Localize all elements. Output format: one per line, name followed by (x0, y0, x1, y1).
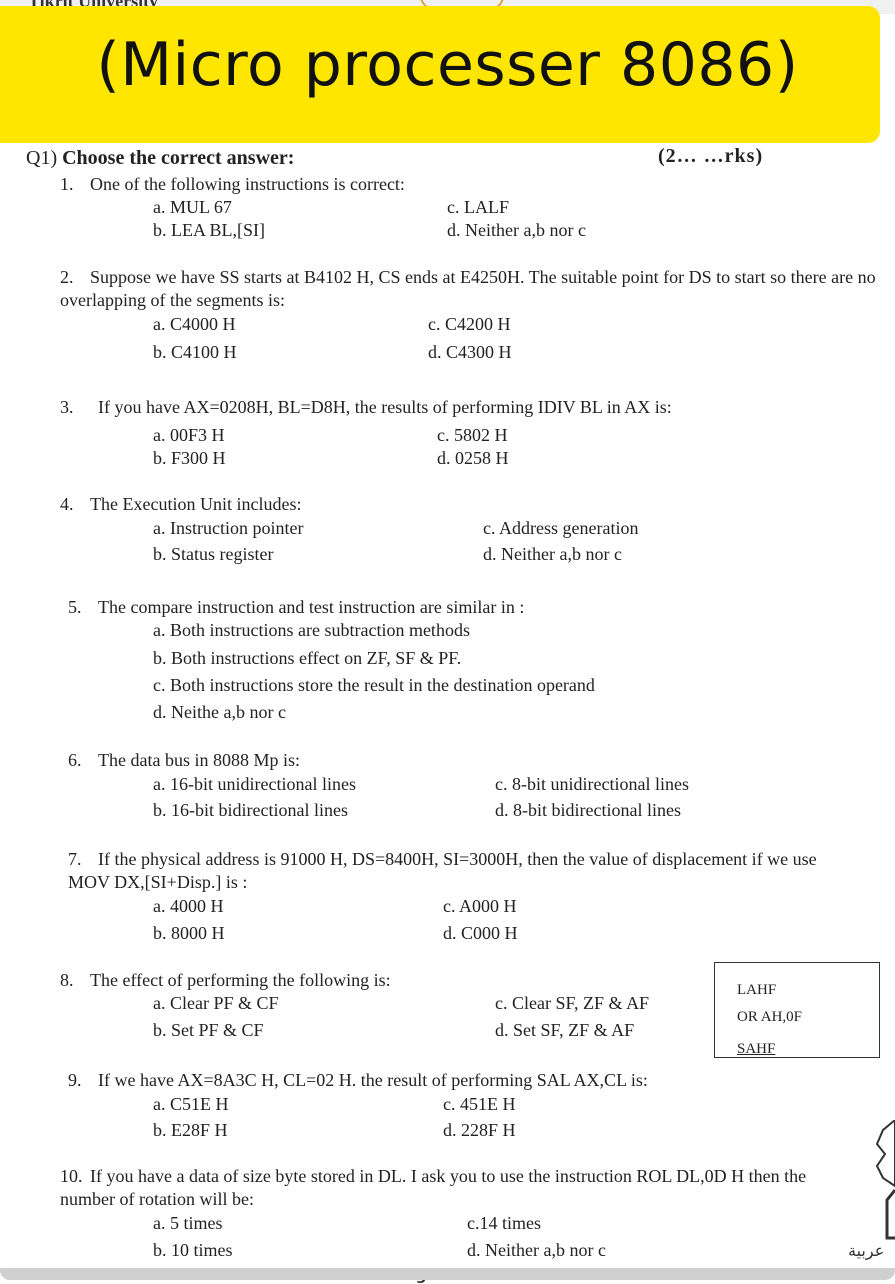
question-4: 4. The Execution Unit includes: (60, 494, 302, 514)
question-5-option-a: a. Both instructions are subtraction methods (153, 620, 470, 640)
question-8-option-b: b. Set PF & CF (153, 1020, 264, 1040)
question-2-option-a: a. C4000 H (153, 314, 236, 334)
question-7-option-c: c. A000 H (443, 896, 517, 916)
section-heading (26, 147, 294, 170)
question-3-option-a: a. 00F3 H (153, 425, 225, 445)
question-7-option-b: b. 8000 H (153, 923, 225, 943)
question-4-option-c: c. Address generation (483, 518, 639, 538)
question-3-option-d: d. 0258 H (437, 448, 509, 468)
side-arabic-text: عربية (848, 1241, 885, 1260)
question-1: 1. One of the following instructions is correct: (60, 174, 405, 194)
question-6-option-c: c. 8-bit unidirectional lines (495, 774, 689, 794)
question-7-option-d: d. C000 H (443, 923, 518, 943)
question-10-option-a: a. 5 times (153, 1213, 223, 1233)
question-2-option-b: b. C4100 H (153, 342, 237, 362)
code-line-3: SAHF (737, 1041, 776, 1057)
question-7-option-a: a. 4000 H (153, 896, 224, 916)
question-10-option-d: d. Neither a,b nor c (467, 1240, 606, 1260)
question-6-option-a: a. 16-bit unidirectional lines (153, 774, 356, 794)
exam-page (0, 143, 895, 1280)
question-6-option-d: d. 8-bit bidirectional lines (495, 800, 681, 820)
question-10-option-c: c.14 times (467, 1213, 541, 1233)
question-9-option-d: d. 228F H (443, 1120, 516, 1140)
section-title: Choose the correct answer: (62, 147, 295, 169)
question-4-option-a: a. Instruction pointer (153, 518, 304, 538)
question-2-option-c: c. C4200 H (428, 314, 511, 334)
question-2-option-d: d. C4300 H (428, 342, 512, 362)
question-5: 5. The compare instruction and test instruction are similar in : (68, 597, 525, 617)
question-2: 2. Suppose we have SS starts at B4102 H, CS ends at E4250H. The suitable point for DS to start so there are no overlapping of the segments is: (60, 267, 876, 310)
question-8-option-c: c. Clear SF, ZF & AF (495, 993, 650, 1013)
border-ornament-icon (873, 1120, 895, 1240)
question-10: 10. If you have a data of size byte stored in DL. I ask you to use the instruction ROL DL,0D H then the number of rotation will be: (60, 1166, 807, 1209)
question-3-option-c: c. 5802 H (437, 425, 508, 445)
question-5-option-d: d. Neithe a,b nor c (153, 702, 286, 722)
question-8-option-d: d. Set SF, ZF & AF (495, 1020, 635, 1040)
question-1-option-a: a. MUL 67 (153, 197, 232, 217)
question-8-option-a: a. Clear PF & CF (153, 993, 279, 1013)
question-4-option-b: b. Status register (153, 544, 274, 564)
question-3: 3. If you have AX=0208H, BL=D8H, the results of performing IDIV BL in AX is: (60, 397, 672, 417)
bottom-bar (0, 1268, 895, 1280)
question-9-option-a: a. C51E H (153, 1094, 229, 1114)
question-1-option-c: c. LALF (447, 197, 509, 217)
question-9-option-c: c. 451E H (443, 1094, 516, 1114)
question-9-option-b: b. E28F H (153, 1120, 228, 1140)
question-3-option-b: b. F300 H (153, 448, 226, 468)
question-1-option-b: b. LEA BL,[SI] (153, 220, 265, 240)
instruction-code-box (714, 962, 880, 1058)
section-marks: (2… …rks) (658, 145, 764, 167)
question-5-option-b: b. Both instructions effect on ZF, SF & PF. (153, 648, 462, 668)
question-7: 7. If the physical address is 91000 H, DS=8400H, SI=3000H, then the value of displacement if we use MOV DX,[SI+Disp.] is : (68, 849, 817, 892)
question-4-option-d: d. Neither a,b nor c (483, 544, 622, 564)
banner-title: (Micro processer 8086) (96, 30, 799, 100)
question-6-option-b: b. 16-bit bidirectional lines (153, 800, 348, 820)
code-line-2: OR AH,0F (737, 1009, 803, 1025)
question-10-option-b: b. 10 times (153, 1240, 233, 1260)
section-number: Q1) (26, 147, 58, 169)
question-8: 8. The effect of performing the following is: (60, 970, 391, 990)
code-line-1: LAHF (737, 982, 777, 998)
question-6: 6. The data bus in 8088 Mp is: (68, 750, 300, 770)
question-1-option-d: d. Neither a,b nor c (447, 220, 586, 240)
question-9: 9. If we have AX=8A3C H, CL=02 H. the result of performing SAL AX,CL is: (68, 1070, 648, 1090)
question-5-option-c: c. Both instructions store the result in the destination operand (153, 675, 595, 695)
